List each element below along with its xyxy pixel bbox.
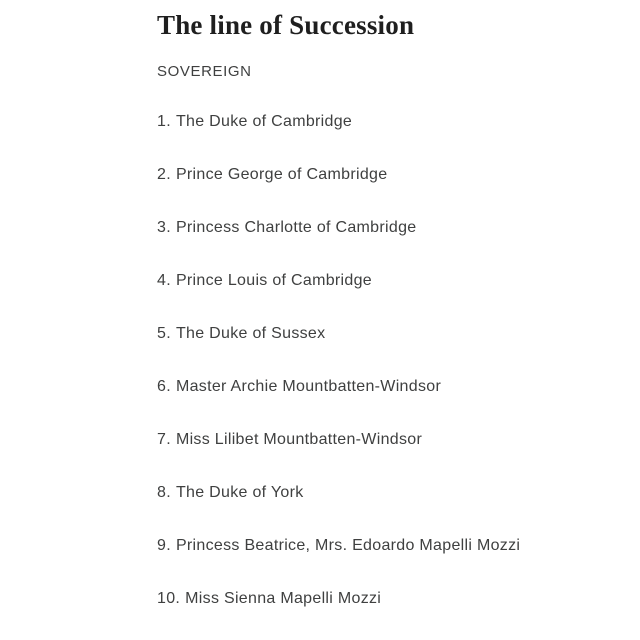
succession-list-item xyxy=(157,166,620,183)
list-item-number: 2. xyxy=(157,166,171,183)
list-item-name: The Duke of York xyxy=(175,484,304,501)
section-label-sovereign: SOVEREIGN xyxy=(157,63,252,80)
list-item-number: 7. xyxy=(157,431,171,448)
list-item-number: 8. xyxy=(157,484,171,501)
list-item-name: Master Archie Mountbatten-Windsor xyxy=(175,378,442,395)
list-item-name: Miss Sienna Mapelli Mozzi xyxy=(185,590,382,607)
list-item-name: Princess Charlotte of Cambridge xyxy=(175,219,417,236)
succession-list-item xyxy=(157,325,620,342)
succession-list-item xyxy=(157,378,620,395)
succession-list-item xyxy=(157,431,620,448)
list-item-number: 9. xyxy=(157,537,171,554)
succession-list-item xyxy=(157,272,620,289)
list-item-name: Princess Beatrice, Mrs. Edoardo Mapelli Mozzi xyxy=(175,537,521,554)
succession-list-item xyxy=(157,219,620,236)
list-item-name: Prince George of Cambridge xyxy=(175,166,388,183)
list-item-number: 4. xyxy=(157,272,171,289)
page-title: The line of Succession xyxy=(157,10,415,40)
list-item-name: Prince Louis of Cambridge xyxy=(175,272,372,289)
list-item-number: 10. xyxy=(157,590,181,607)
list-item-name: Miss Lilibet Mountbatten-Windsor xyxy=(175,431,423,448)
list-item-name: The Duke of Sussex xyxy=(175,325,326,342)
succession-list-item xyxy=(157,537,620,554)
list-item-name: The Duke of Cambridge xyxy=(175,113,353,130)
succession-list-item xyxy=(157,113,620,130)
succession-list-item xyxy=(157,590,620,607)
list-item-number: 5. xyxy=(157,325,171,342)
succession-list-item xyxy=(157,484,620,501)
list-item-number: 6. xyxy=(157,378,171,395)
list-item-number: 1. xyxy=(157,113,171,130)
list-item-number: 3. xyxy=(157,219,171,236)
succession-list xyxy=(157,113,620,607)
